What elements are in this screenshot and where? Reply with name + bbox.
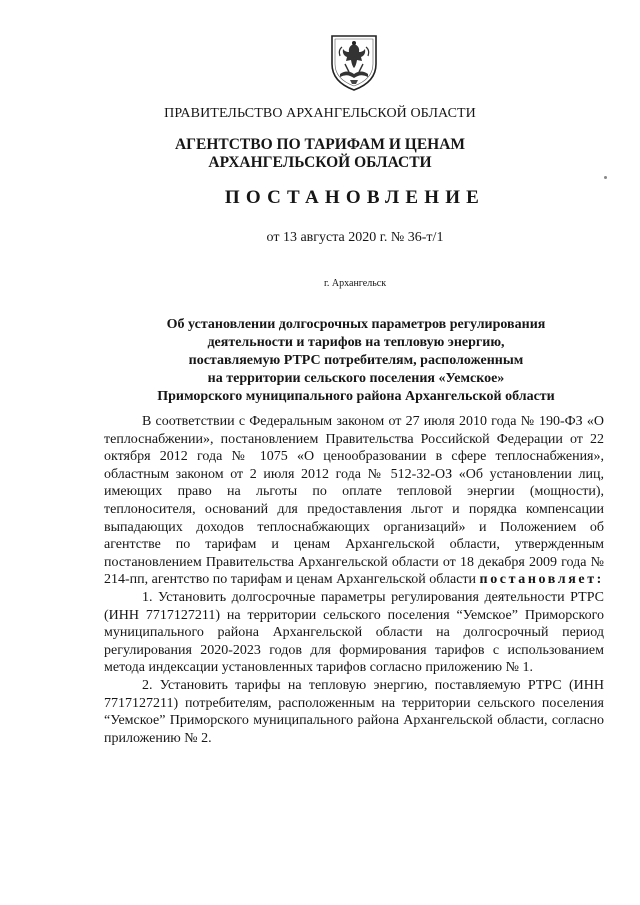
agency-name-line1: АГЕНТСТВО ПО ТАРИФАМ И ЦЕНАМ — [174, 136, 466, 153]
subject-line3: поставляемую РТРС потребителям, расположенным — [188, 353, 524, 368]
agency-name — [0, 136, 640, 172]
preamble-paragraph — [104, 413, 604, 589]
subject-line2: деятельности и тарифов на тепловую энергию, — [207, 335, 505, 350]
city-name: г. Архангельск — [323, 278, 387, 289]
item-2-paragraph: 2. Установить тарифы на тепловую энергию, поставляемую РТРС (ИНН 7717127211) потребителям, расположенным на территории сельского поселения “Уемское” Приморского муниципального района Архангельской области, согласно приложению № 2. — [104, 677, 604, 746]
agency-name-line2: АРХАНГЕЛЬСКОЙ ОБЛАСТИ — [208, 154, 432, 171]
subject-line1: Об установлении долгосрочных параметров регулирования — [166, 317, 546, 332]
government-name: ПРАВИТЕЛЬСТВО АРХАНГЕЛЬСКОЙ ОБЛАСТИ — [164, 106, 476, 121]
item-1-paragraph: 1. Установить долгосрочные параметры регулирования деятельности РТРС (ИНН 7717127211) на территории сельского поселения “Уемское” Приморского муниципального района Архангельской области на долгосрочный период регулирования 2020-2023 годов для формирования тарифов с использованием метода индексации установленных тарифов согласно приложению № 1. — [104, 589, 604, 676]
preamble-text: В соответствии с Федеральным законом от 27 июля 2010 года № 190-ФЗ «О теплоснабжении», постановлением Правительства Российской Федерации от 22 октября 2012 года № 1075 «О ценообразовании в сфере теплоснабжения», областным законом от 2 июля 2012 года № 512-32-ОЗ «Об установлении лиц, имеющих право на льготы по оплате тепловой энергии (мощности), теплоносителя, оснований для предоставления льгот и порядка компенсации выпадающих доходов теплоснабжающих организаций» и Положением об агентстве по тарифам и ценам Архангельской области, утвержденным постановлением Правительства Архангельской области от 18 декабря 2009 года № 214-пп, агентство по тарифам и ценам Архангельской области — [104, 414, 604, 588]
date-and-number: от 13 августа 2020 г. № 36-т/1 — [266, 230, 444, 245]
scan-speck — [604, 176, 607, 179]
document-type-title: ПОСТАНОВЛЕНИЕ — [224, 187, 486, 208]
subject-line4: на территории сельского поселения «Уемское» — [207, 371, 505, 386]
coat-of-arms-emblem-icon — [328, 30, 380, 92]
document-body — [104, 413, 604, 747]
decree-word: постановляет: — [479, 572, 604, 588]
subject-line5: Приморского муниципального района Архангельской области — [157, 389, 555, 404]
document-subject — [100, 316, 612, 406]
